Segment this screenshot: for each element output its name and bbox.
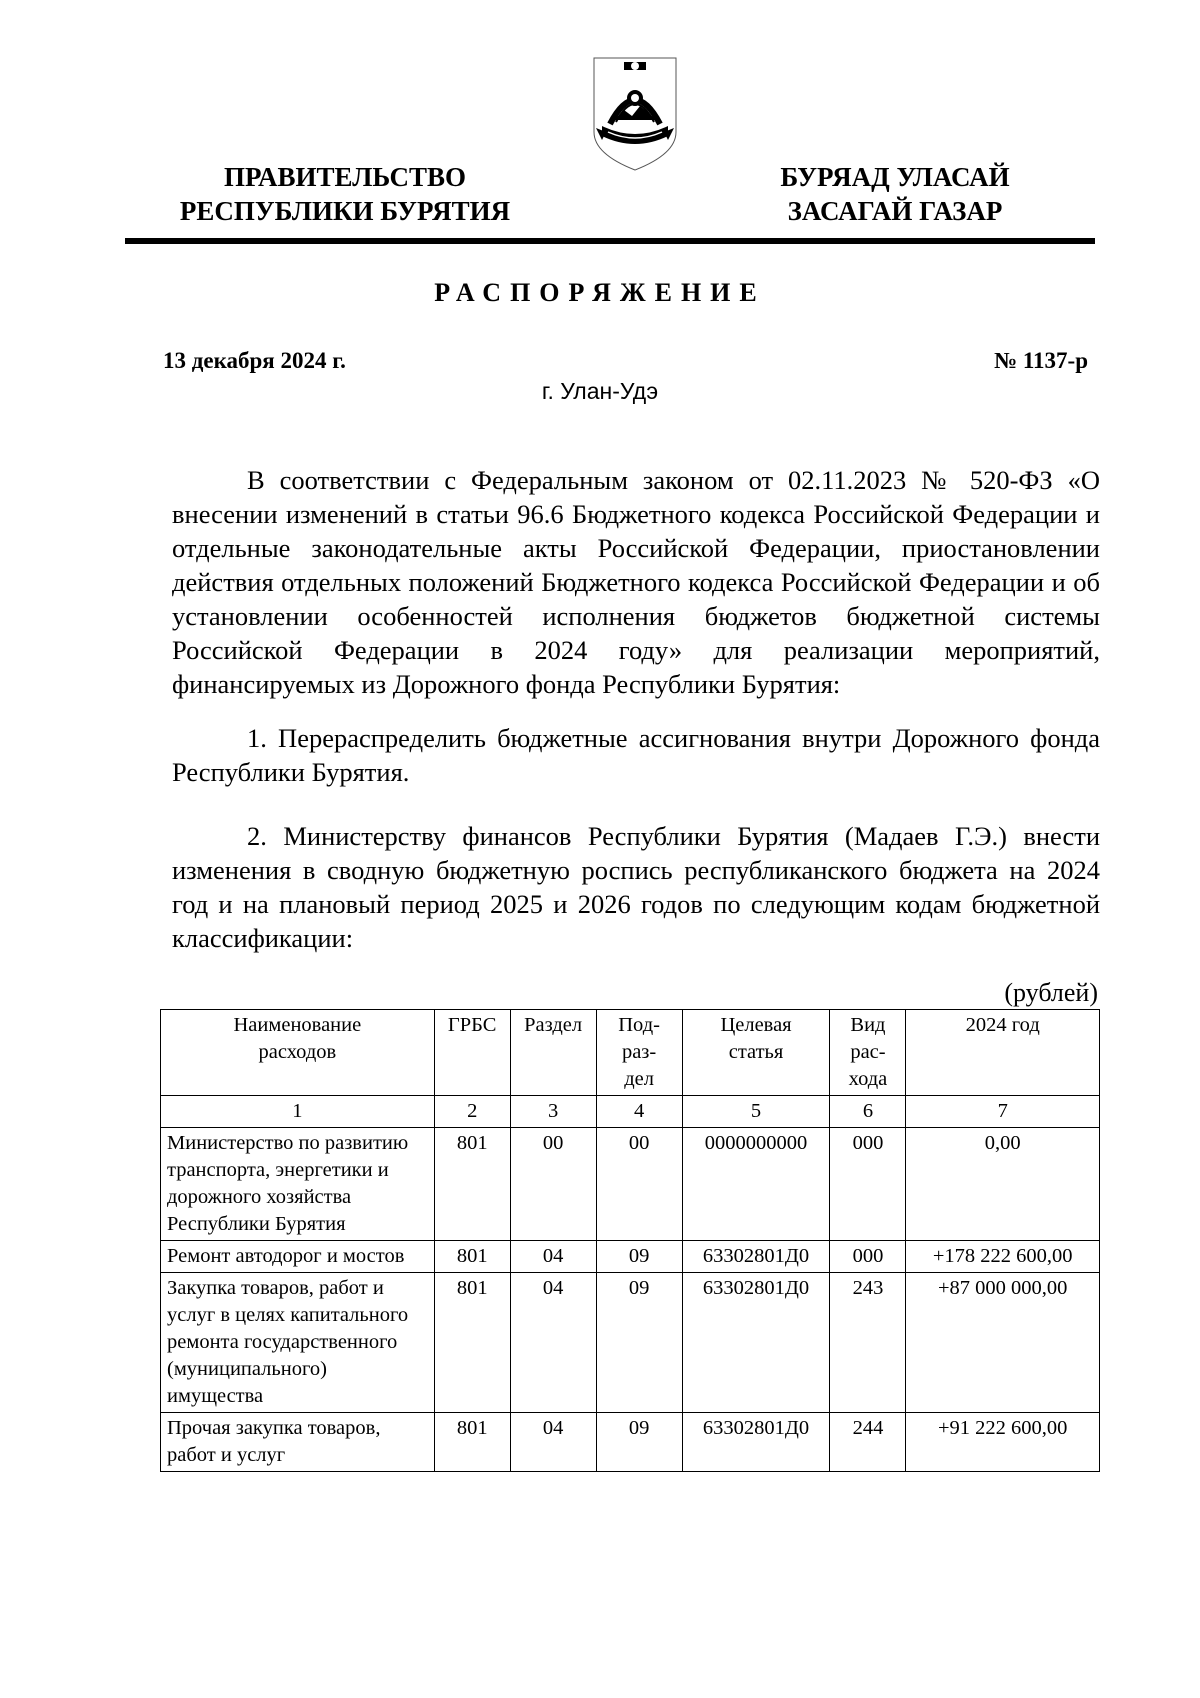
header-name: Наименование расходов [161, 1010, 435, 1096]
cell-razdel: 04 [510, 1241, 596, 1273]
cell-amount: 0,00 [906, 1128, 1100, 1241]
government-name-line: ПРАВИТЕЛЬСТВО [223, 162, 467, 192]
cell-razdel: 00 [510, 1128, 596, 1241]
cell-grbs: 801 [434, 1413, 510, 1472]
document-city: г. Улан-Удэ [541, 378, 659, 404]
cell-vid: 000 [830, 1128, 906, 1241]
table-row [161, 1128, 1100, 1241]
table-row [161, 1273, 1100, 1413]
cell-name: Закупка товаров, работ и услуг в целях капитального ремонта государственного (муниципального) имущества [161, 1273, 435, 1413]
cell-podrazdel: 09 [596, 1413, 682, 1472]
cell-name: Министерство по развитию транспорта, энергетики и дорожного хозяйства Республики Бурятия [161, 1128, 435, 1241]
cell-vid: 243 [830, 1273, 906, 1413]
cell-statya: 63302801Д0 [682, 1273, 830, 1413]
government-name-line: РЕСПУБЛИКИ БУРЯТИЯ [179, 196, 511, 226]
table-row [161, 1241, 1100, 1273]
document-type: РАСПОРЯЖЕНИЕ [434, 278, 766, 307]
preamble [172, 463, 1100, 701]
cell-name: Прочая закупка товаров, работ и услуг [161, 1413, 435, 1472]
table-header-row [161, 1010, 1100, 1096]
paragraph-preamble: В соответствии с Федеральным законом от 02.11.2023 № 520-ФЗ «О внесении изменений в статьи 96.6 Бюджетного кодекса Российской Федерации и отдельные законодательные акты Российской Федерации, приостановлении действия отдельных положений Бюджетного кодекса Российской Федерации и об установлении особенностей исполнения бюджетов бюджетной системы Российской Федерации в 2024 году» для реализации мероприятий, финансируемых из Дорожного фонда Республики Бурятия: [172, 465, 1100, 699]
header-podrazdel: Под-раз-дел [596, 1010, 682, 1096]
column-number: 3 [510, 1096, 596, 1128]
header-vid: Вид рас-хода [830, 1010, 906, 1096]
column-number: 2 [434, 1096, 510, 1128]
header-amount: 2024 год [906, 1010, 1100, 1096]
cell-grbs: 801 [434, 1128, 510, 1241]
cell-vid: 244 [830, 1413, 906, 1472]
header-statya: Целевая статья [682, 1010, 830, 1096]
cell-statya: 63302801Д0 [682, 1413, 830, 1472]
clause-2 [172, 819, 1100, 955]
cell-podrazdel: 09 [596, 1273, 682, 1413]
column-number: 5 [682, 1096, 830, 1128]
header-razdel: Раздел [510, 1010, 596, 1096]
cell-statya: 63302801Д0 [682, 1241, 830, 1273]
cell-razdel: 04 [510, 1273, 596, 1413]
cell-razdel: 04 [510, 1413, 596, 1472]
cell-amount: +87 000 000,00 [906, 1273, 1100, 1413]
cell-vid: 000 [830, 1241, 906, 1273]
cell-grbs: 801 [434, 1241, 510, 1273]
cell-statya: 0000000000 [682, 1128, 830, 1241]
cell-grbs: 801 [434, 1273, 510, 1413]
column-number: 4 [596, 1096, 682, 1128]
paragraph-clause-2: 2. Министерству финансов Республики Бурятия (Мадаев Г.Э.) внести изменения в сводную бюджетную роспись республиканского бюджета на 2024 год и на плановый период 2025 и 2026 годов по следующим кодам бюджетной классификации: [172, 821, 1100, 953]
government-name-line: ЗАСАГАЙ ГАЗАР [787, 196, 1003, 226]
table-unit: (рублей) [1004, 978, 1098, 1007]
cell-podrazdel: 00 [596, 1128, 682, 1241]
cell-amount: +178 222 600,00 [906, 1241, 1100, 1273]
budget-table [160, 1009, 1100, 1472]
document-date: 13 декабря 2024 г. [163, 348, 346, 373]
government-name-russian [160, 160, 530, 228]
column-number: 6 [830, 1096, 906, 1128]
table-row [161, 1413, 1100, 1472]
column-number: 7 [906, 1096, 1100, 1128]
government-name-line: БУРЯАД УЛАСАЙ [780, 162, 1010, 192]
clause-1 [172, 721, 1100, 789]
table-column-numbers [161, 1096, 1100, 1128]
document-number: № 1137-р [993, 348, 1088, 373]
government-name-buryat [740, 160, 1050, 228]
header-grbs: ГРБС [434, 1010, 510, 1096]
coat-of-arms-emblem [588, 54, 682, 174]
column-number: 1 [161, 1096, 435, 1128]
cell-podrazdel: 09 [596, 1241, 682, 1273]
cell-name: Ремонт автодорог и мостов [161, 1241, 435, 1273]
cell-amount: +91 222 600,00 [906, 1413, 1100, 1472]
paragraph-clause-1: 1. Перераспределить бюджетные ассигнования внутри Дорожного фонда Республики Бурятия. [172, 723, 1100, 787]
header-divider [125, 238, 1095, 244]
